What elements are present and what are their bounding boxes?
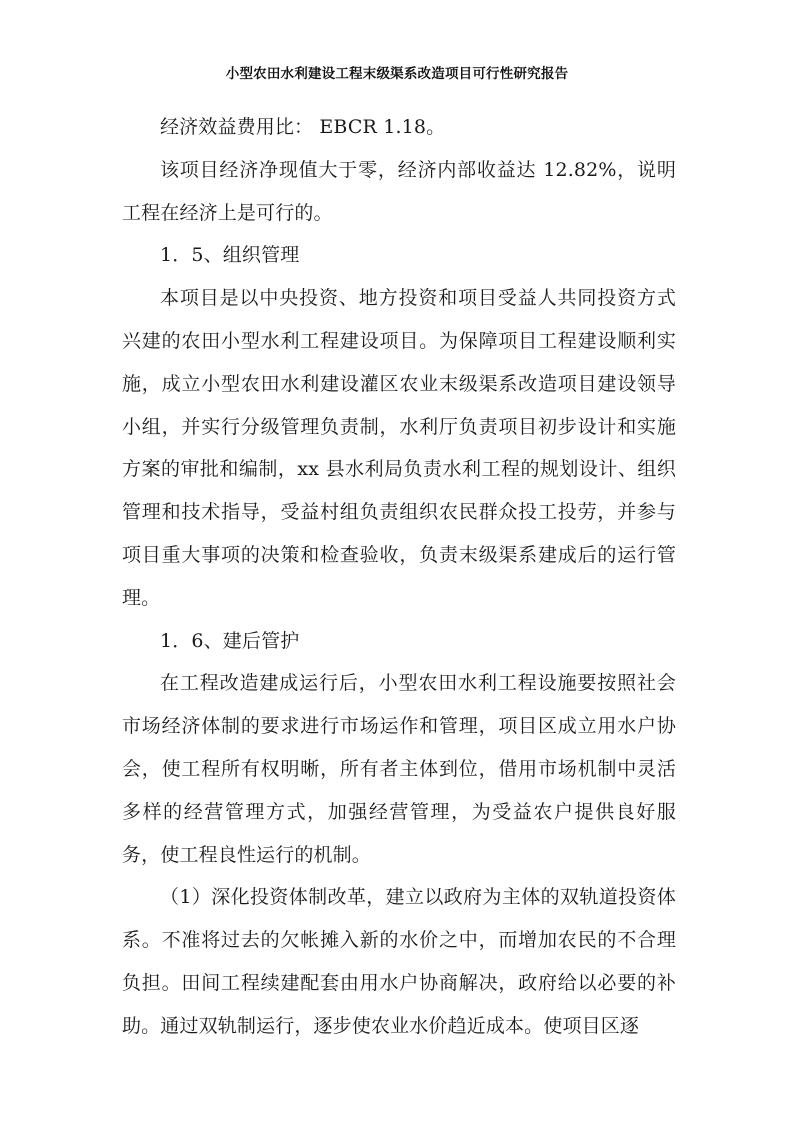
paragraph-organization: 本项目是以中央投资、地方投资和项目受益人共同投资方式兴建的农田小型水利工程建设项目。为保障项目工程建设顺利实施，成立小型农田水利建设灌区农业末级渠系改造项目建设领导小组，并实行分级管理负责制，水利厅负责项目初步设计和实施方案的审批和编制，xx 县水利局负责水利工程的规划设计、组织管理和技术指导，受益村组负责组织农民群众投工投劳，并参与项目重大事项的决策和检查验收，负责末级渠系建成后的运行管理。 [122,287,676,609]
paragraph-item-1: （1）深化投资体制改革，建立以政府为主体的双轨道投资体系。不准将过去的欠帐摊入新的水价之中，而增加农民的不合理负担。田间工程续建配套由用水户协商解决，政府给以必要的补助。通过双轨制运行，逐步使农业水价趋近成本。使项目区逐 [122,886,676,1037]
body-text [122,106,676,1048]
section-heading-maintenance: 1．6、建后管护 [160,629,300,652]
running-header: 小型农田水利建设工程末级渠系改造项目可行性研究报告 [225,66,569,82]
paragraph-enpv: 该项目经济净现值大于零，经济内部收益达 12.82%，说明工程在经济上是可行的。 [122,158,676,224]
section-heading-organization: 1．5、组织管理 [160,244,300,267]
paragraph-ebcr: 经济效益费用比： EBCR 1.18。 [160,116,446,138]
paragraph-maintenance: 在工程改造建成运行后，小型农田水利工程设施要按照社会市场经济体制的要求进行市场运作和管理，项目区成立用水户协会，使工程所有权明晰，所有者主体到位，借用市场机制中灵活多样的经营管理方式，加强经营管理，为受益农户提供良好服务，使工程良性运行的机制。 [122,672,676,866]
